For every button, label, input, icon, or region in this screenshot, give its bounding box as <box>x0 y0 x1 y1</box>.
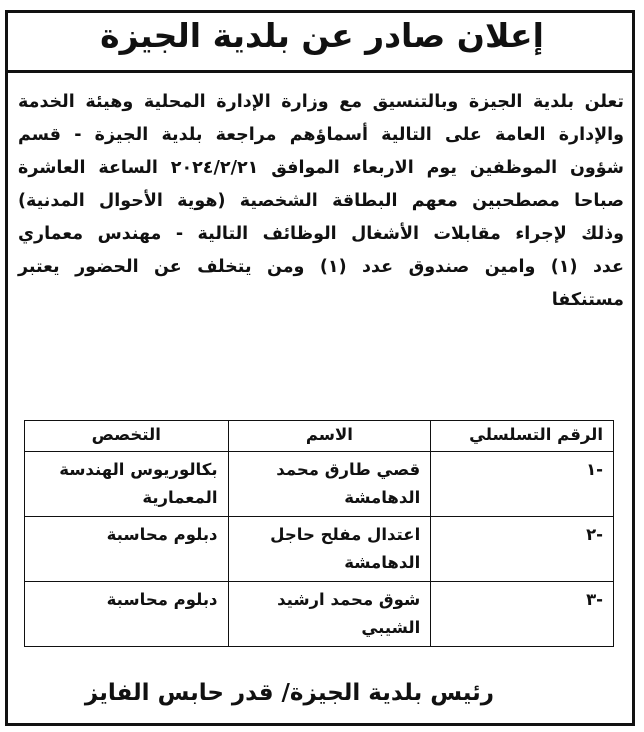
candidates-table <box>24 420 614 647</box>
table-row <box>25 517 614 582</box>
body-line: شؤون الموظفين يوم الاربعاء الموافق ٢٠٢٤/٢/٢١ الساعة العاشرة <box>18 158 624 178</box>
title-divider <box>5 70 635 73</box>
table-row <box>25 582 614 647</box>
table-row <box>25 452 614 517</box>
body-line: صباحا مصطحبين معهم البطاقة الشخصية (هوية الأحوال المدنية) <box>18 191 624 211</box>
announcement-body <box>18 86 624 317</box>
cell-name: شوق محمد ارشيد الشيبي <box>228 582 431 647</box>
body-line: مستنكفا <box>551 290 624 310</box>
body-line: تعلن بلدية الجيزة وبالتنسيق مع وزارة الإدارة المحلية وهيئة الخدمة <box>18 92 624 112</box>
cell-specialty: دبلوم محاسبة <box>25 517 229 582</box>
cell-serial: -١ <box>431 452 614 517</box>
header-serial: الرقم التسلسلي <box>431 421 614 452</box>
cell-serial: -٢ <box>431 517 614 582</box>
cell-serial: -٣ <box>431 582 614 647</box>
body-line: وذلك لإجراء مقابلات الأشغال الوظائف التالية - مهندس معماري <box>18 224 624 244</box>
header-name: الاسم <box>228 421 431 452</box>
announcement-title: إعلان صادر عن بلدية الجيزة <box>100 16 544 55</box>
cell-name: قصي طارق محمد الدهامشة <box>228 452 431 517</box>
cell-name: اعتدال مفلح حاجل الدهامشة <box>228 517 431 582</box>
body-line: والإدارة العامة على التالية أسماؤهم مراجعة بلدية الجيزة - قسم <box>18 125 624 145</box>
body-line: عدد (١) وامين صندوق عدد (١) ومن يتخلف عن الحضور يعتبر <box>18 257 624 277</box>
header-specialty: التخصص <box>25 421 229 452</box>
cell-specialty: دبلوم محاسبة <box>25 582 229 647</box>
cell-specialty: بكالوريوس الهندسة المعمارية <box>25 452 229 517</box>
table-header-row <box>25 421 614 452</box>
signature: رئيس بلدية الجيزة/ قدر حابس الفايز <box>84 680 494 706</box>
